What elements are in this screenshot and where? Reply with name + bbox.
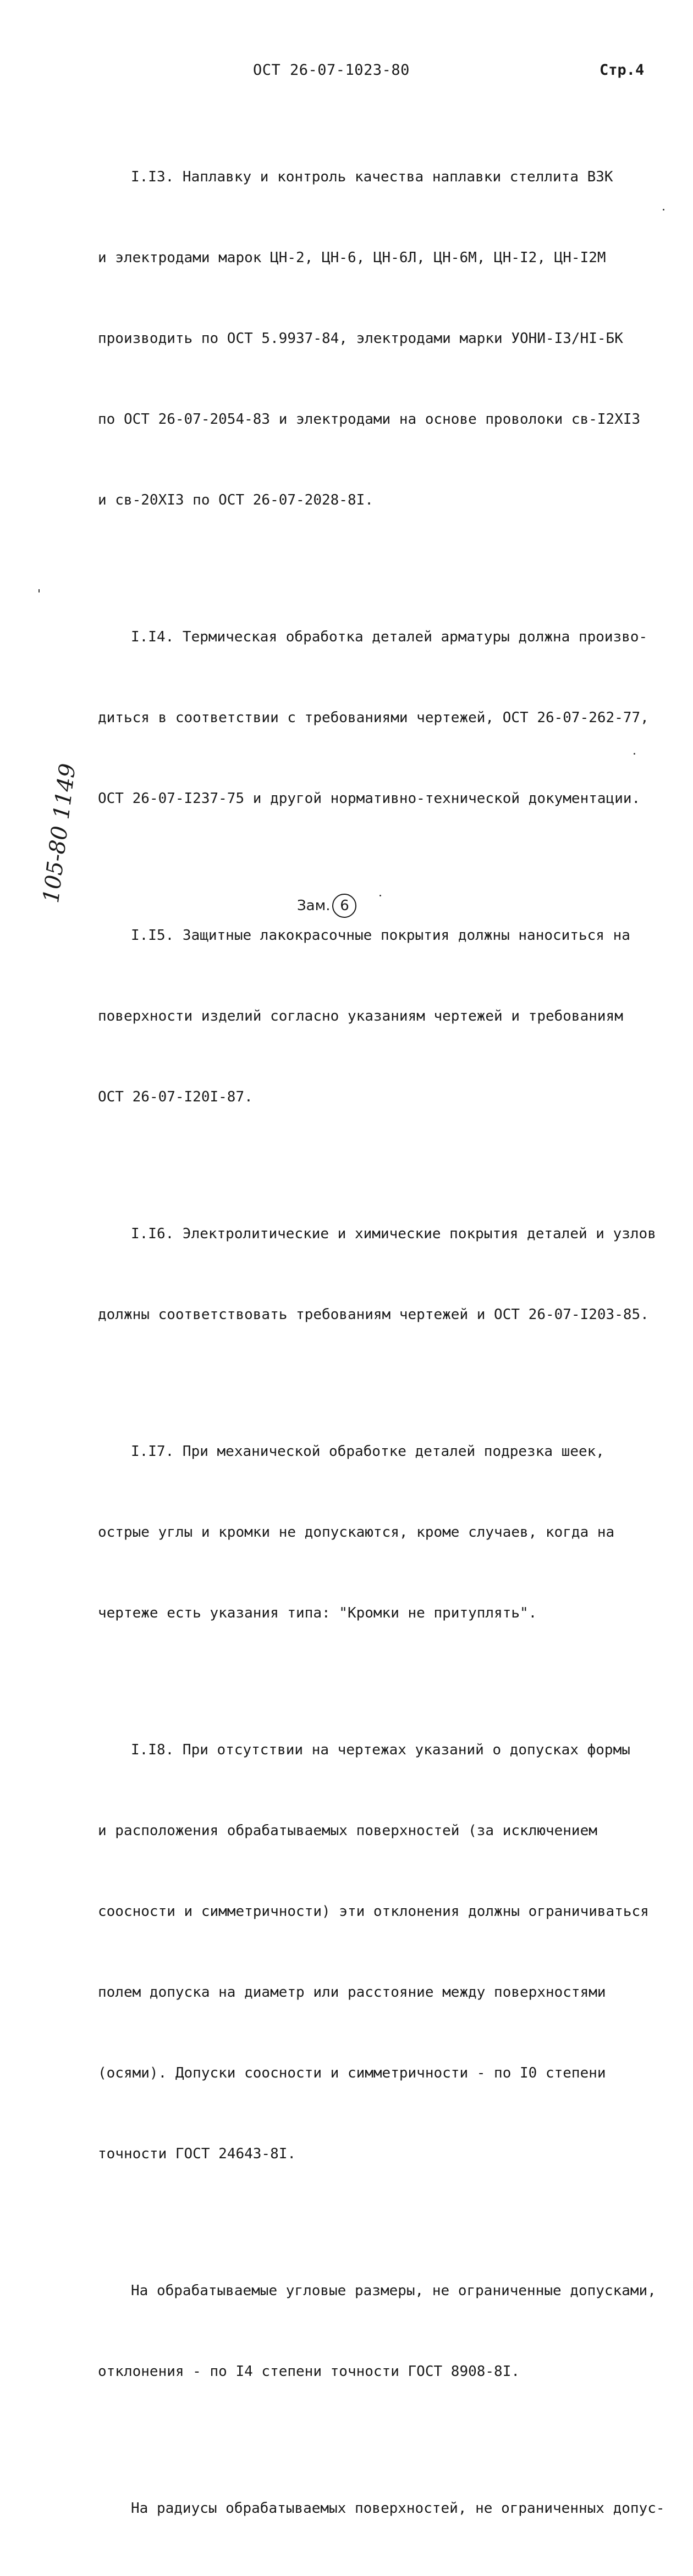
text-line: ОСТ 26-07-I237-75 и другой нормативно-технической документации. (98, 790, 641, 807)
text-line: I.I5. Защитные лакокрасочные покрытия должны наноситься на (131, 927, 630, 944)
page-number: Стр.4 (600, 62, 645, 79)
text-line: ОСТ 26-07-I20I-87. (98, 1089, 253, 1105)
text-line: На обрабатываемые угловые размеры, не ограниченные допусками, (131, 2283, 656, 2299)
text-line: и расположения обрабатываемых поверхностей (за исключением (98, 1822, 597, 1839)
paragraph-1-16 (98, 1167, 659, 1382)
revision-number: 6 (332, 894, 356, 918)
paragraph-1-15 (98, 868, 659, 1165)
text-line: I.I3. Наплавку и контроль качества наплавки стеллита ВЗК (131, 169, 613, 185)
text-line: соосности и симметричности) эти отклонения должны ограничиваться (98, 1903, 649, 1920)
text-line: I.I7. При механической обработке деталей подрезка шеек, (131, 1443, 604, 1460)
text-line: I.I6. Электролитические и химические покрытия деталей и узлов (131, 1226, 656, 1242)
text-line: острые углы и кромки не допускаются, кроме случаев, когда на (98, 1524, 615, 1541)
paragraph-1-18 (98, 1683, 659, 2222)
text-line: и св-20XI3 по ОСТ 26-07-2028-8I. (98, 492, 373, 508)
text-line: На радиусы обрабатываемых поверхностей, не ограниченных допус- (131, 2500, 665, 2517)
text-line: полем допуска на диаметр или расстояние между поверхностями (98, 1984, 606, 2001)
paragraph-radii (98, 2441, 665, 2576)
text-line: диться в соответствии с требованиями чертежей, ОСТ 26-07-262-77, (98, 710, 649, 726)
text-line: точности ГОСТ 24643-8I. (98, 2146, 296, 2162)
text-line: I.I8. При отсутствии на чертежах указаний о допусках формы (131, 1742, 630, 1758)
revision-mark (297, 894, 356, 918)
revision-label: Зам. (297, 898, 331, 914)
speck (663, 209, 664, 210)
text-line: чертеже есть указания типа: "Кромки не притуплять". (98, 1605, 537, 1621)
text-line: I.I4. Термическая обработка деталей арматуры должна произво- (131, 629, 648, 645)
speck (634, 753, 635, 755)
text-line: и электродами марок ЦН-2, ЦН-6, ЦН-6Л, ЦН-6М, ЦН-I2, ЦН-I2М (98, 250, 606, 266)
text-line: по ОСТ 26-07-2054-83 и электродами на основе проволоки св-I2XI3 (98, 411, 641, 428)
paragraph-1-13 (98, 110, 659, 568)
document-body (98, 110, 665, 2576)
paragraph-angular-dimensions (98, 2224, 659, 2439)
margin-mark (38, 589, 40, 592)
handwritten-margin-note: 105-80 1149 (38, 762, 81, 905)
text-line: должны соответствовать требованиям чертежей и ОСТ 26-07-I203-85. (98, 1306, 649, 1323)
paragraph-1-17 (98, 1384, 659, 1681)
text-line: производить по ОСТ 5.9937-84, электродами марки УОНИ-I3/НI-БК (98, 330, 623, 347)
speck (380, 895, 381, 896)
paragraph-1-14 (98, 570, 659, 866)
document-code: ОСТ 26-07-1023-80 (253, 62, 410, 79)
text-line: отклонения - по I4 степени точности ГОСТ 8908-8I. (98, 2363, 520, 2380)
text-line: поверхности изделий согласно указаниям чертежей и требованиям (98, 1008, 623, 1024)
text-line: (осями). Допуски соосности и симметричности - по I0 степени (98, 2065, 606, 2081)
